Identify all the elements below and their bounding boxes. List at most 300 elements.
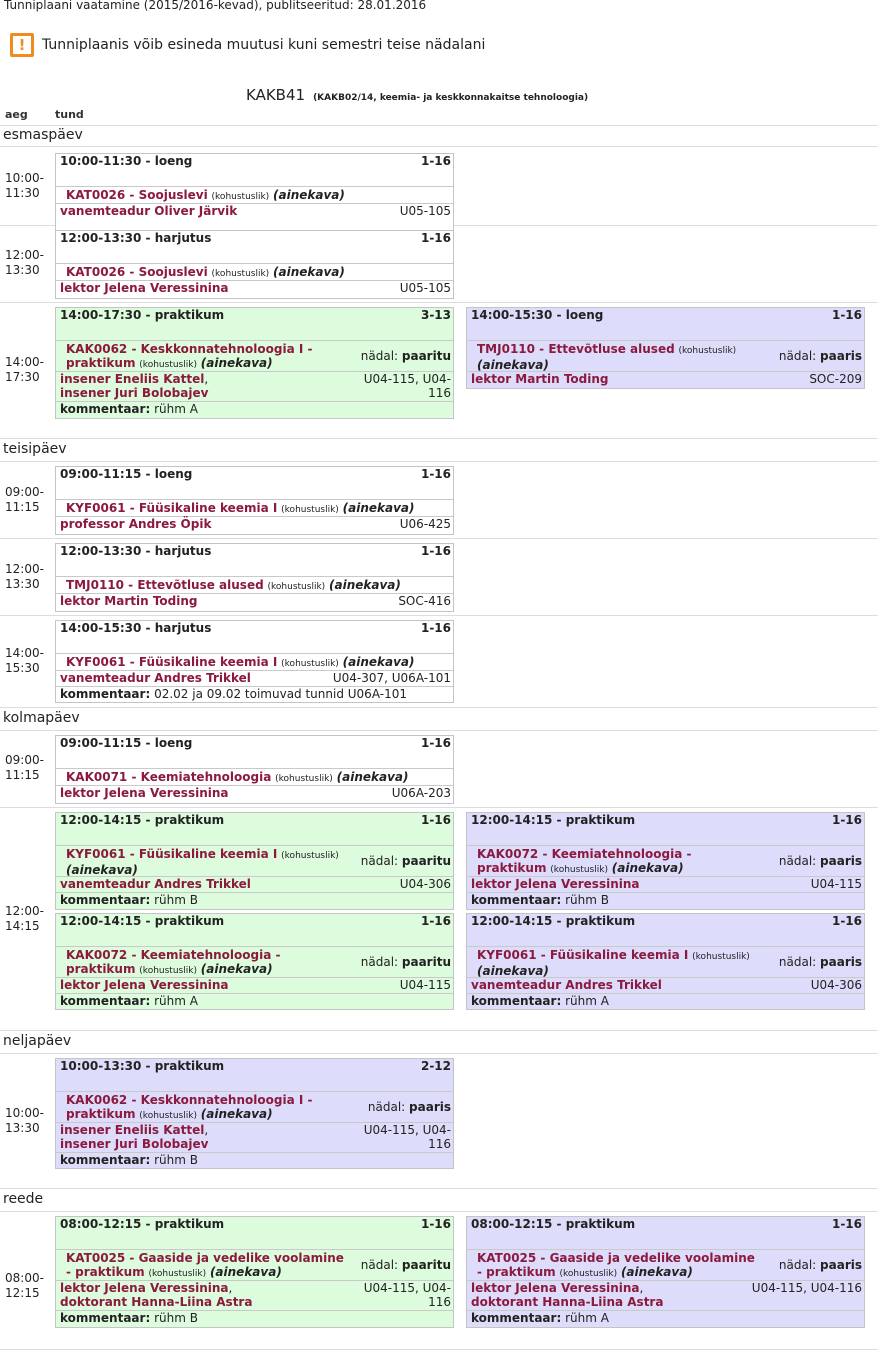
course-plan-link[interactable]: (ainekava) <box>620 1265 693 1279</box>
room-number: U04-115, U04-116 <box>363 1123 451 1151</box>
comment-label: kommentaar: <box>60 1153 151 1167</box>
lesson-time: 12:00-14:15 - praktikum <box>471 813 636 827</box>
course-plan-link[interactable]: (ainekava) <box>336 770 409 784</box>
lesson-card <box>55 153 454 234</box>
teacher-link[interactable]: doktorant Hanna-Liina Astra <box>471 1295 664 1309</box>
lesson-teacher <box>56 1281 453 1311</box>
lesson-course <box>467 1250 864 1281</box>
mandatory-label: (kohustuslik) <box>281 851 339 861</box>
course-plan-link[interactable]: (ainekava) <box>273 188 345 202</box>
lesson-time: 09:00-11:15 - loeng <box>60 467 193 481</box>
lesson-teacher <box>56 671 453 687</box>
divider <box>0 807 878 808</box>
lesson-card <box>466 1216 865 1328</box>
mandatory-label: (kohustuslik) <box>550 865 608 875</box>
course-link[interactable]: KAK0062 - Keskkonnatehnoloogia I - praktikum <box>66 342 313 370</box>
lesson-course <box>467 947 864 978</box>
lesson-weeks: 1-16 <box>420 813 451 827</box>
lesson-card <box>55 543 454 612</box>
lesson-header <box>56 1217 453 1250</box>
lesson-course <box>56 846 453 877</box>
week-label: nädal: <box>778 349 821 363</box>
lesson-time: 14:00-15:30 - harjutus <box>60 621 212 635</box>
teacher-list <box>60 517 451 531</box>
course-plan-link[interactable]: (ainekava) <box>329 578 401 592</box>
teacher-line: lektor Jelena Veressinina, <box>471 1281 644 1295</box>
course-link[interactable]: KYF0061 - Füüsikaline keemia I <box>66 655 278 669</box>
teacher-line <box>471 1295 862 1309</box>
lesson-comment <box>56 994 453 1008</box>
teacher-line <box>471 877 862 891</box>
room-number: U04-115, U04-116 <box>363 372 451 400</box>
slot-time-line: 11:15 <box>5 500 40 514</box>
divider <box>0 302 878 303</box>
course-plan-link[interactable]: (ainekava) <box>273 265 345 279</box>
week-type <box>779 1258 862 1272</box>
course-line <box>66 1251 346 1281</box>
teacher-link[interactable]: insener Juri Bolobajev <box>60 1137 209 1151</box>
divider <box>0 1030 878 1031</box>
day-name: reede <box>3 1191 44 1207</box>
lesson-time: 10:00-13:30 - praktikum <box>60 1059 225 1073</box>
course-link[interactable]: KYF0061 - Füüsikaline keemia I <box>477 948 689 962</box>
comment-text: rühm A <box>154 994 198 1008</box>
lesson-card <box>55 230 454 299</box>
slot-time-line: 11:30 <box>5 186 40 200</box>
exclamation-icon: ! <box>10 33 34 57</box>
lesson-weeks: 1-16 <box>420 736 451 750</box>
lesson-card <box>55 1216 454 1328</box>
lesson-course <box>467 341 864 372</box>
divider <box>0 438 878 439</box>
slot-time <box>5 646 49 676</box>
course-line <box>66 188 449 204</box>
week-type <box>779 854 862 868</box>
lesson-card <box>55 735 454 804</box>
week-type <box>361 854 451 868</box>
lesson-header <box>56 813 453 846</box>
lesson-course <box>56 187 453 204</box>
lesson-header <box>467 1217 864 1250</box>
week-label: nädal: <box>360 854 402 868</box>
comment-text: rühm B <box>154 1311 198 1325</box>
course-link[interactable]: KYF0061 - Füüsikaline keemia I <box>66 847 278 861</box>
slot-time-line: 11:15 <box>5 768 40 782</box>
slot-time <box>5 1271 49 1301</box>
lesson-teacher <box>56 372 453 402</box>
comment-label: kommentaar: <box>471 893 562 907</box>
comment-label: kommentaar: <box>471 994 562 1008</box>
room-number: U04-306 <box>399 877 451 891</box>
teacher-link[interactable]: insener Eneliis Kattel <box>60 1123 205 1137</box>
course-link[interactable]: KAK0071 - Keemiatehnoloogia <box>66 770 272 784</box>
week-type <box>779 955 862 969</box>
slot-time-line: 10:00- <box>5 171 44 185</box>
teacher-link[interactable]: vanemteadur Andres Trikkel <box>471 978 662 992</box>
week-type-value: paaris <box>820 955 862 969</box>
teacher-line <box>471 372 862 386</box>
slot-time-line: 14:00- <box>5 355 44 369</box>
lesson-card <box>55 913 454 1010</box>
day-name: neljapäev <box>3 1033 72 1049</box>
lesson-comment <box>56 402 453 416</box>
lesson-course <box>56 341 453 372</box>
mandatory-label: (kohustuslik) <box>211 269 270 279</box>
course-link[interactable]: KAK0062 - Keskkonnatehnoloogia I - praktikum <box>66 1093 313 1121</box>
course-line <box>66 948 346 978</box>
lesson-comment <box>56 687 453 701</box>
room-number: U06A-203 <box>391 786 451 800</box>
slot-time-line: 09:00- <box>5 485 44 499</box>
course-line <box>66 265 449 281</box>
course-line <box>66 770 449 786</box>
course-plan-link[interactable]: (ainekava) <box>200 1107 273 1121</box>
week-type <box>361 349 451 363</box>
slot-time <box>5 355 49 385</box>
warning-text: Tunniplaanis võib esineda muutusi kuni semestri teise nädalani <box>42 37 486 53</box>
lesson-course <box>56 500 453 517</box>
teacher-list <box>471 372 862 386</box>
room-number: U06-425 <box>399 517 451 531</box>
teacher-link[interactable]: lektor Jelena Veressinina <box>60 1281 229 1295</box>
mandatory-label: (kohustuslik) <box>211 192 270 202</box>
week-type-value: paaritu <box>401 349 451 363</box>
lesson-header <box>56 544 453 577</box>
week-type-value: paaris <box>820 349 862 363</box>
lesson-weeks: 1-16 <box>831 308 862 322</box>
slot-time <box>5 753 49 783</box>
slot-time-line: 17:30 <box>5 370 40 384</box>
divider <box>0 461 878 462</box>
lesson-time: 14:00-15:30 - loeng <box>471 308 604 322</box>
slot-time <box>5 248 49 278</box>
week-type-value: paaris <box>820 1258 862 1272</box>
comment-text: 02.02 ja 09.02 toimuvad tunnid U06A-101 <box>154 687 407 701</box>
lesson-header <box>467 813 864 846</box>
slot-time-line: 13:30 <box>5 577 40 591</box>
week-label: nädal: <box>778 1258 821 1272</box>
course-link[interactable]: KAT0026 - Soojuslevi <box>66 265 208 279</box>
teacher-line: insener Eneliis Kattel, <box>60 372 209 386</box>
comment-text: rühm A <box>565 994 609 1008</box>
comment-label: kommentaar: <box>60 687 151 701</box>
divider <box>0 538 878 539</box>
lesson-weeks: 1-16 <box>420 1217 451 1231</box>
week-label: nädal: <box>360 349 402 363</box>
lesson-teacher <box>56 978 453 994</box>
lesson-weeks: 1-16 <box>420 154 451 168</box>
room-number: SOC-209 <box>809 372 862 386</box>
teacher-line: lektor Jelena Veressinina, <box>60 1281 233 1295</box>
comment-label: kommentaar: <box>60 893 151 907</box>
teacher-list <box>60 978 451 992</box>
lesson-time: 12:00-14:15 - praktikum <box>471 914 636 928</box>
lesson-teacher <box>56 594 453 610</box>
lesson-header <box>56 736 453 769</box>
divider <box>0 1211 878 1212</box>
room-number: U04-115, U04-116 <box>751 1281 862 1295</box>
lesson-card <box>55 466 454 535</box>
slot-time <box>5 1106 49 1136</box>
week-label: nädal: <box>778 854 821 868</box>
lesson-teacher <box>467 877 864 893</box>
week-label: nädal: <box>367 1100 410 1114</box>
lesson-weeks: 1-16 <box>831 1217 862 1231</box>
teacher-list <box>60 877 451 891</box>
slot-time-line: 14:15 <box>5 919 40 933</box>
course-plan-link[interactable]: (ainekava) <box>200 962 273 976</box>
mandatory-label: (kohustuslik) <box>139 966 197 976</box>
lesson-time: 12:00-13:30 - harjutus <box>60 544 212 558</box>
slot-time-line: 14:00- <box>5 646 44 660</box>
comment-text: rühm A <box>565 1311 609 1325</box>
teacher-link[interactable]: lektor Jelena Veressinina <box>471 1281 640 1295</box>
group-description: (KAKB02/14, keemia- ja keskkonnakaitse tehnoloogia) <box>313 93 589 103</box>
mandatory-label: (kohustuslik) <box>559 1269 618 1279</box>
teacher-line <box>60 978 451 992</box>
course-link[interactable]: KYF0061 - Füüsikaline keemia I <box>66 501 278 515</box>
course-line <box>477 342 757 372</box>
lesson-card <box>466 812 865 910</box>
divider <box>0 146 878 147</box>
teacher-link[interactable]: insener Eneliis Kattel <box>60 372 205 386</box>
course-line <box>66 578 449 594</box>
lesson-weeks: 1-16 <box>420 467 451 481</box>
course-plan-link[interactable]: (ainekava) <box>209 1265 282 1279</box>
teacher-list <box>60 204 451 218</box>
slot-time-line: 13:30 <box>5 263 40 277</box>
room-number: SOC-416 <box>398 594 451 608</box>
course-link[interactable]: TMJ0110 - Ettevõtluse alused <box>477 342 675 356</box>
slot-time-line: 10:00- <box>5 1106 44 1120</box>
lesson-teacher <box>56 877 453 893</box>
course-plan-link[interactable]: (ainekava) <box>611 861 684 875</box>
lesson-time: 12:00-14:15 - praktikum <box>60 813 225 827</box>
lesson-card <box>55 812 454 910</box>
course-line <box>66 501 449 517</box>
room-number: U04-115 <box>810 877 862 891</box>
lesson-teacher <box>467 1281 864 1311</box>
divider <box>0 615 878 616</box>
mandatory-label: (kohustuslik) <box>678 346 737 356</box>
lesson-course <box>56 264 453 281</box>
slot-time <box>5 904 49 934</box>
course-plan-link[interactable]: (ainekava) <box>200 356 273 370</box>
lesson-time: 09:00-11:15 - loeng <box>60 736 193 750</box>
teacher-list <box>471 978 862 992</box>
divider <box>0 730 878 731</box>
slot-time <box>5 171 49 201</box>
slot-time-line: 12:00- <box>5 562 44 576</box>
room-number: U04-307, U06A-101 <box>332 671 451 685</box>
course-plan-link[interactable]: (ainekava) <box>66 863 138 877</box>
course-plan-link[interactable]: (ainekava) <box>477 358 549 372</box>
slot-time-line: 12:15 <box>5 1286 40 1300</box>
teacher-link[interactable]: vanemteadur Oliver Järvik <box>60 204 238 218</box>
course-line <box>66 1093 346 1123</box>
comment-text: rühm B <box>154 893 198 907</box>
lesson-time: 12:00-14:15 - praktikum <box>60 914 225 928</box>
teacher-line <box>60 877 451 891</box>
room-number: U05-105 <box>399 281 451 295</box>
lesson-comment <box>56 1153 453 1167</box>
lesson-teacher <box>467 372 864 388</box>
teacher-link[interactable]: lektor Jelena Veressinina <box>471 877 640 891</box>
lesson-comment <box>467 994 864 1008</box>
lesson-course <box>467 846 864 877</box>
mandatory-label: (kohustuslik) <box>148 1269 207 1279</box>
week-type-value: paaritu <box>401 1258 451 1272</box>
course-line <box>477 948 757 978</box>
week-type-value: paaritu <box>401 854 451 868</box>
room-number: U04-115, U04-116 <box>363 1281 451 1309</box>
mandatory-label: (kohustuslik) <box>267 582 326 592</box>
lesson-course <box>56 1250 453 1281</box>
lesson-weeks: 1-16 <box>420 544 451 558</box>
lesson-time: 08:00-12:15 - praktikum <box>60 1217 225 1231</box>
lesson-course <box>56 947 453 978</box>
lesson-course <box>56 769 453 786</box>
teacher-link[interactable]: lektor Jelena Veressinina <box>60 786 229 800</box>
week-label: nädal: <box>360 955 402 969</box>
week-label: nädal: <box>360 1258 402 1272</box>
teacher-link[interactable]: lektor Jelena Veressinina <box>60 281 229 295</box>
day-name: kolmapäev <box>3 710 80 726</box>
course-link[interactable]: KAT0025 - Gaaside ja vedelike voolamine - praktikum <box>477 1251 755 1279</box>
lesson-course <box>56 577 453 594</box>
lesson-weeks: 2-12 <box>420 1059 451 1073</box>
teacher-line <box>60 281 451 295</box>
mandatory-label: (kohustuslik) <box>281 659 339 669</box>
lesson-header <box>467 308 864 341</box>
comment-text: rühm A <box>154 402 198 416</box>
course-link[interactable]: KAK0072 - Keemiatehnoloogia - praktikum <box>477 847 692 875</box>
teacher-list <box>60 281 451 295</box>
slot-time <box>5 485 49 515</box>
lesson-course <box>56 654 453 671</box>
course-line <box>477 847 757 877</box>
comment-label: kommentaar: <box>60 402 151 416</box>
divider <box>0 125 878 126</box>
teacher-link[interactable]: vanemteadur Andres Trikkel <box>60 671 251 685</box>
lesson-teacher <box>56 204 453 220</box>
course-link[interactable]: KAT0026 - Soojuslevi <box>66 188 208 202</box>
teacher-link[interactable]: lektor Martin Toding <box>60 594 198 608</box>
lesson-weeks: 1-16 <box>831 813 862 827</box>
lesson-comment <box>56 893 453 907</box>
course-line <box>66 655 449 671</box>
lesson-course <box>56 1092 453 1123</box>
mandatory-label: (kohustuslik) <box>275 774 333 784</box>
lesson-comment <box>467 1311 864 1325</box>
week-type <box>361 1258 451 1272</box>
week-type-value: paaris <box>820 854 862 868</box>
course-line <box>477 1251 757 1281</box>
teacher-list <box>60 594 451 608</box>
lesson-header <box>56 467 453 500</box>
course-plan-link[interactable]: (ainekava) <box>342 655 415 669</box>
mandatory-label: (kohustuslik) <box>692 952 750 962</box>
slot-time-line: 12:00- <box>5 248 44 262</box>
lesson-card <box>55 1058 454 1169</box>
group-code: KAKB41 <box>246 86 306 104</box>
lesson-header <box>56 1059 453 1092</box>
lesson-header <box>56 621 453 654</box>
teacher-line <box>60 594 451 608</box>
slot-time-line: 12:00- <box>5 904 44 918</box>
week-type <box>368 1100 451 1114</box>
group-title <box>246 86 588 104</box>
lesson-weeks: 1-16 <box>831 914 862 928</box>
week-type-value: paaritu <box>401 955 451 969</box>
column-header-lesson: tund <box>55 108 84 121</box>
week-type-value: paaris <box>409 1100 451 1114</box>
lesson-header <box>56 154 453 187</box>
divider <box>0 1053 878 1054</box>
slot-time-line: 08:00- <box>5 1271 44 1285</box>
day-name: teisipäev <box>3 441 67 457</box>
teacher-line <box>471 978 862 992</box>
teacher-line <box>60 204 451 218</box>
lesson-weeks: 3-13 <box>420 308 451 322</box>
teacher-link[interactable]: doktorant Hanna-Liina Astra <box>60 1295 253 1309</box>
comment-text: rühm B <box>565 893 609 907</box>
course-plan-link[interactable]: (ainekava) <box>477 964 549 978</box>
teacher-link[interactable]: lektor Jelena Veressinina <box>60 978 229 992</box>
lesson-weeks: 1-16 <box>420 914 451 928</box>
column-header-time: aeg <box>5 108 28 121</box>
lesson-card <box>55 620 454 703</box>
comment-label: kommentaar: <box>60 994 151 1008</box>
lesson-header <box>56 308 453 341</box>
course-plan-link[interactable]: (ainekava) <box>342 501 415 515</box>
course-link[interactable]: KAT0025 - Gaaside ja vedelike voolamine - praktikum <box>66 1251 344 1279</box>
room-number: U05-105 <box>399 204 451 218</box>
slot-time-line: 15:30 <box>5 661 40 675</box>
lesson-weeks: 1-16 <box>420 621 451 635</box>
lesson-header <box>467 914 864 947</box>
lesson-teacher <box>467 978 864 994</box>
course-link[interactable]: TMJ0110 - Ettevõtluse alused <box>66 578 264 592</box>
teacher-link[interactable]: vanemteadur Andres Trikkel <box>60 877 251 891</box>
course-line <box>66 342 346 372</box>
teacher-link[interactable]: lektor Martin Toding <box>471 372 609 386</box>
course-link[interactable]: KAK0072 - Keemiatehnoloogia - praktikum <box>66 948 281 976</box>
slot-time-line: 09:00- <box>5 753 44 767</box>
lesson-teacher <box>56 517 453 533</box>
mandatory-label: (kohustuslik) <box>139 360 197 370</box>
teacher-link[interactable]: insener Juri Bolobajev <box>60 386 209 400</box>
week-label: nädal: <box>778 955 821 969</box>
lesson-teacher <box>56 786 453 802</box>
room-number: U04-306 <box>810 978 862 992</box>
lesson-time: 12:00-13:30 - harjutus <box>60 231 212 245</box>
teacher-link[interactable]: professor Andres Öpik <box>60 517 212 531</box>
lesson-header <box>56 914 453 947</box>
week-type <box>779 349 862 363</box>
lesson-time: 08:00-12:15 - praktikum <box>471 1217 636 1231</box>
lesson-card <box>466 307 865 389</box>
mandatory-label: (kohustuslik) <box>139 1111 197 1121</box>
lesson-teacher <box>56 281 453 297</box>
lesson-comment <box>56 1311 453 1325</box>
comment-text: rühm B <box>154 1153 198 1167</box>
teacher-line <box>60 517 451 531</box>
lesson-card <box>55 307 454 419</box>
divider <box>0 707 878 708</box>
lesson-card <box>466 913 865 1010</box>
lesson-teacher <box>56 1123 453 1153</box>
